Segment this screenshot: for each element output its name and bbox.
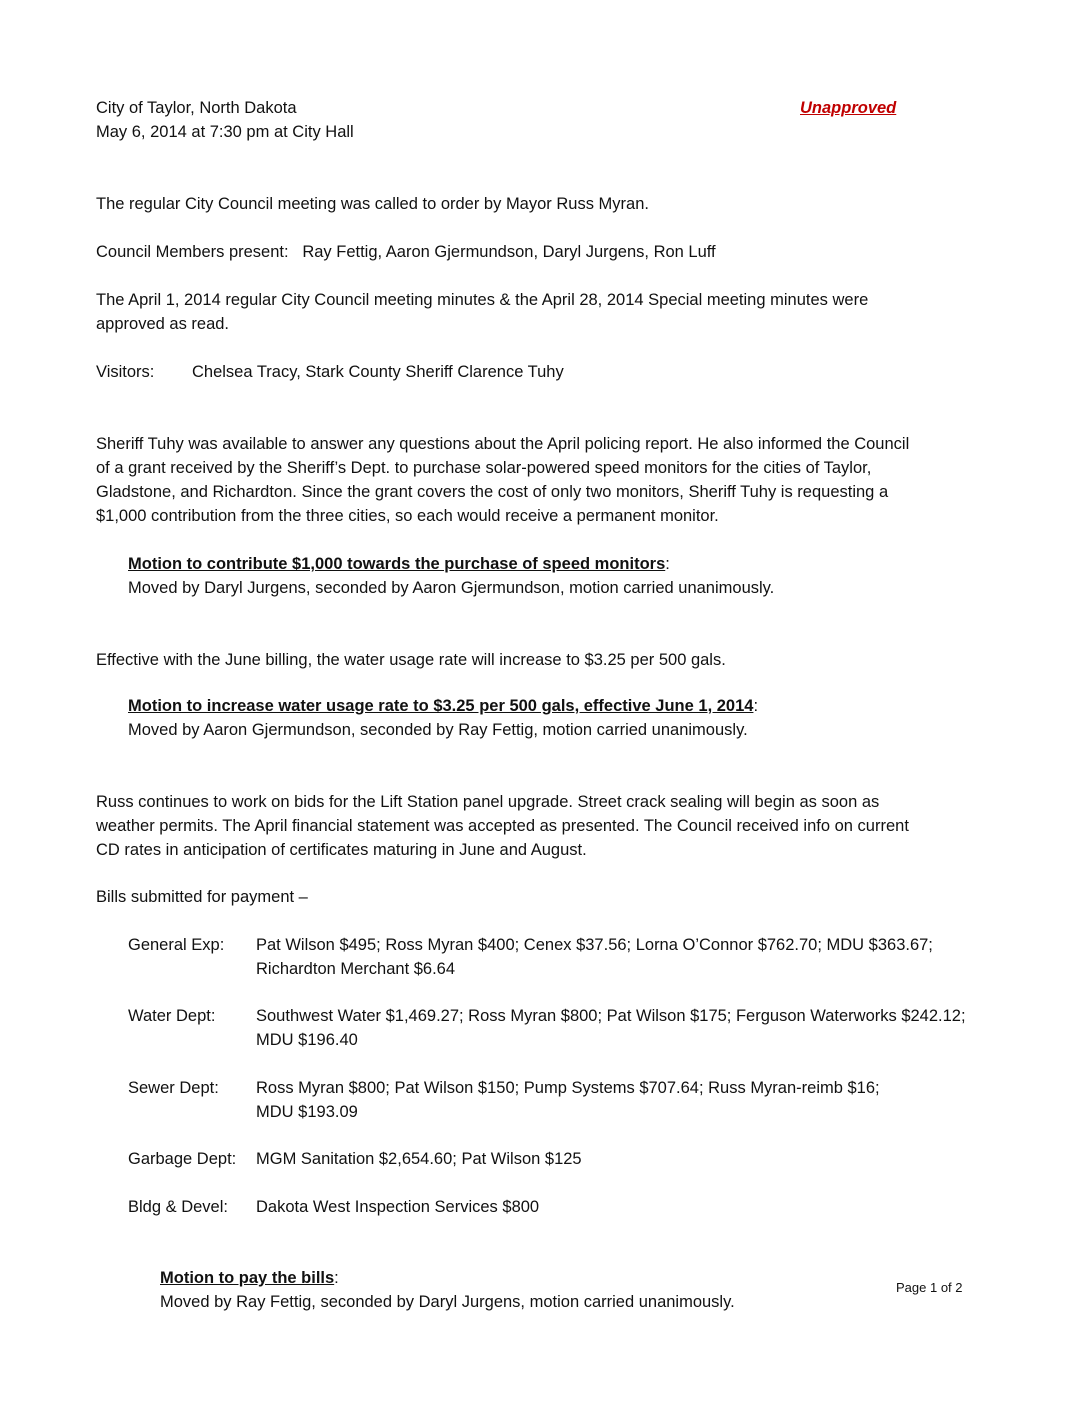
header-city: City of Taylor, North Dakota bbox=[96, 99, 297, 117]
paragraph-line: Russ continues to work on bids for the Lift Station panel upgrade. Street crack sealing will begin as soon as bbox=[96, 793, 880, 811]
bill-items bbox=[256, 1076, 1046, 1124]
motion-title: Motion to pay the bills bbox=[160, 1269, 335, 1287]
minutes-approval-line: approved as read. bbox=[96, 315, 230, 333]
bill-category: Water Dept: bbox=[128, 1007, 216, 1025]
water-rate-statement: Effective with the June billing, the water usage rate will increase to $3.25 per 500 gals. bbox=[96, 651, 726, 669]
bill-line: MDU $193.09 bbox=[256, 1103, 358, 1121]
bill-line: MGM Sanitation $2,654.60; Pat Wilson $125 bbox=[256, 1150, 582, 1168]
motion-speed-monitors bbox=[128, 552, 1028, 600]
bill-category: Sewer Dept: bbox=[128, 1079, 219, 1097]
motion-colon: : bbox=[753, 697, 759, 715]
visitors-label: Visitors: bbox=[96, 363, 155, 381]
bill-category: Bldg & Devel: bbox=[128, 1198, 228, 1216]
misc-paragraph bbox=[96, 790, 996, 862]
visitors bbox=[96, 360, 996, 384]
motion-water-rate bbox=[128, 694, 1028, 742]
bills-intro: Bills submitted for payment – bbox=[96, 888, 308, 906]
motion-result: Moved by Ray Fettig, seconded by Daryl Jurgens, motion carried unanimously. bbox=[160, 1293, 735, 1311]
motion-colon: : bbox=[334, 1269, 339, 1287]
bill-items bbox=[256, 1147, 1046, 1171]
motion-result: Moved by Daryl Jurgens, seconded by Aaron Gjermundson, motion carried unanimously. bbox=[128, 579, 775, 597]
motion-pay-bills bbox=[160, 1266, 1020, 1314]
paragraph-line: Sheriff Tuhy was available to answer any questions about the April policing report. He also informed the Council bbox=[96, 435, 910, 453]
bill-line: Southwest Water $1,469.27; Ross Myran $800; Pat Wilson $175; Ferguson Waterworks $242.12; bbox=[256, 1007, 966, 1025]
paragraph-line: Gladstone, and Richardton. Since the grant covers the cost of only two monitors, Sheriff Tuhy is requesting a bbox=[96, 483, 889, 501]
minutes-approval bbox=[96, 288, 996, 336]
bill-items bbox=[256, 933, 1046, 981]
bill-line: Pat Wilson $495; Ross Myran $400; Cenex $37.56; Lorna O’Connor $762.70; MDU $363.67; bbox=[256, 936, 933, 954]
sheriff-paragraph bbox=[96, 432, 996, 528]
motion-result: Moved by Aaron Gjermundson, seconded by Ray Fettig, motion carried unanimously. bbox=[128, 721, 748, 739]
bill-items bbox=[256, 1195, 1046, 1219]
bill-line: Ross Myran $800; Pat Wilson $150; Pump Systems $707.64; Russ Myran-reimb $16; bbox=[256, 1079, 880, 1097]
bill-line: MDU $196.40 bbox=[256, 1031, 358, 1049]
paragraph-line: CD rates in anticipation of certificates maturing in June and August. bbox=[96, 841, 587, 859]
paragraph-line: weather permits. The April financial statement was accepted as presented. The Council received info on current bbox=[96, 817, 909, 835]
bill-line: Dakota West Inspection Services $800 bbox=[256, 1198, 540, 1216]
motion-title: Motion to increase water usage rate to $3.25 per 500 gals, effective June 1, 2014 bbox=[128, 697, 754, 715]
call-to-order: The regular City Council meeting was called to order by Mayor Russ Myran. bbox=[96, 195, 649, 213]
paragraph-line: $1,000 contribution from the three cities, so each would receive a permanent monitor. bbox=[96, 507, 719, 525]
page-number: Page 1 of 2 bbox=[896, 1280, 963, 1295]
paragraph-line: of a grant received by the Sheriff’s Dept. to purchase solar-powered speed monitors for the cities of Taylor, bbox=[96, 459, 872, 477]
bill-line: Richardton Merchant $6.64 bbox=[256, 960, 456, 978]
status-badge: Unapproved bbox=[800, 99, 897, 117]
bill-category: General Exp: bbox=[128, 936, 225, 954]
bill-items bbox=[256, 1004, 1046, 1052]
header-date: May 6, 2014 at 7:30 pm at City Hall bbox=[96, 123, 354, 141]
bill-category: Garbage Dept: bbox=[128, 1150, 237, 1168]
motion-title: Motion to contribute $1,000 towards the purchase of speed monitors bbox=[128, 555, 666, 573]
minutes-approval-line: The April 1, 2014 regular City Council meeting minutes & the April 28, 2014 Special meeting minutes were bbox=[96, 291, 869, 309]
visitors-list: Chelsea Tracy, Stark County Sheriff Clarence Tuhy bbox=[192, 363, 564, 381]
members-present: Council Members present: Ray Fettig, Aaron Gjermundson, Daryl Jurgens, Ron Luff bbox=[96, 243, 716, 261]
motion-colon: : bbox=[665, 555, 670, 573]
